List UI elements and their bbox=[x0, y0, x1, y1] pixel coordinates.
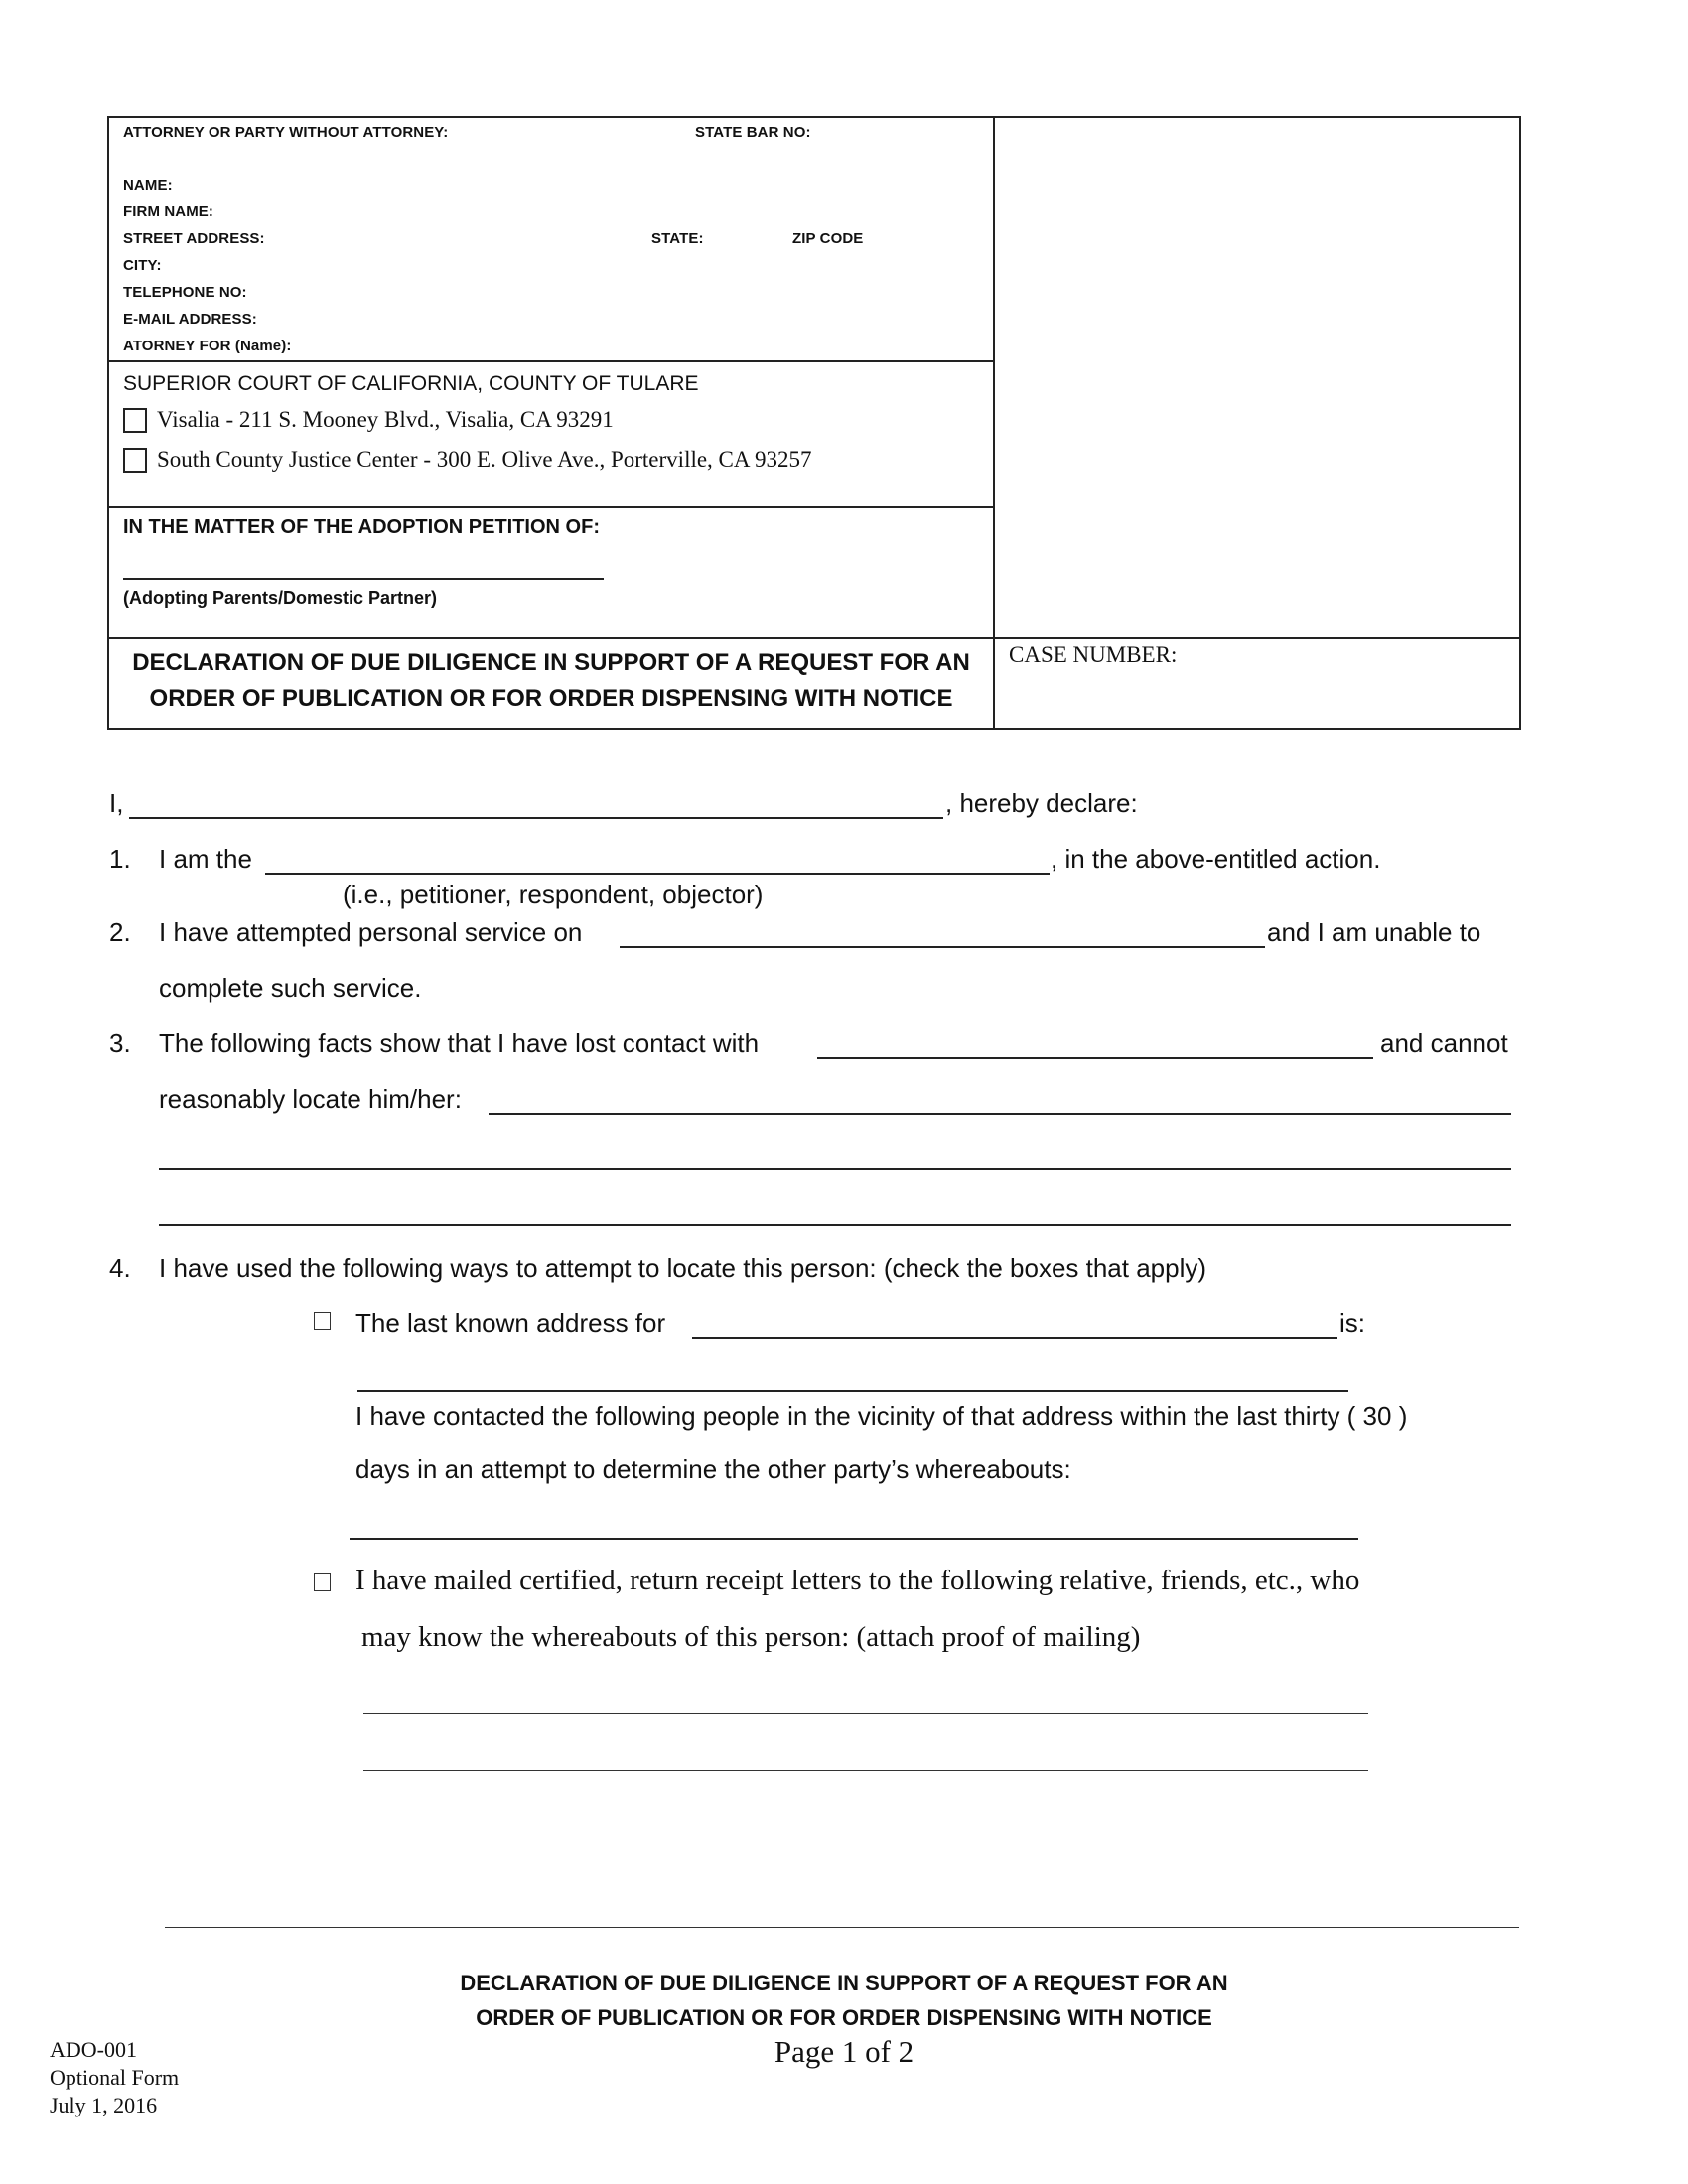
footer-title-line2: ORDER OF PUBLICATION OR FOR ORDER DISPENSING WITH NOTICE bbox=[476, 2005, 1212, 2030]
item3-continuation: reasonably locate him/her: bbox=[159, 1084, 462, 1114]
item1-number: 1. bbox=[109, 844, 131, 874]
zip-code-label: ZIP CODE bbox=[792, 230, 864, 247]
last-known-address-line[interactable] bbox=[357, 1390, 1348, 1392]
option-b-line2: may know the whereabouts of this person: (attach proof of mailing) bbox=[361, 1621, 1141, 1653]
item2-continuation: complete such service. bbox=[159, 973, 422, 1003]
option-b-line1: I have mailed certified, return receipt letters to the following relative, friends, etc., who bbox=[355, 1565, 1360, 1596]
option-a-prefix: The last known address for bbox=[355, 1308, 666, 1338]
facts-line-2[interactable] bbox=[159, 1168, 1511, 1170]
option-a-contacted-line2: days in an attempt to determine the other party’s whereabouts: bbox=[355, 1454, 1071, 1484]
option-a-contacted-line1: I have contacted the following people in the vicinity of that address within the last thirty ( 30 ) bbox=[355, 1401, 1408, 1431]
city-label: CITY: bbox=[123, 257, 162, 274]
item1-prefix: I am the bbox=[159, 844, 252, 874]
lost-contact-person-line[interactable] bbox=[817, 1057, 1373, 1059]
attorney-for-label: ATORNEY FOR (Name): bbox=[123, 338, 292, 354]
form-title-line1: DECLARATION OF DUE DILIGENCE IN SUPPORT OF A REQUEST FOR AN bbox=[132, 649, 970, 676]
form-title-line2: ORDER OF PUBLICATION OR FOR ORDER DISPENSING WITH NOTICE bbox=[149, 685, 953, 712]
recipients-line-2[interactable] bbox=[363, 1770, 1368, 1771]
item1-suffix: , in the above-entitled action. bbox=[1051, 844, 1381, 874]
intro-prefix: I, bbox=[109, 788, 124, 818]
service-person-line[interactable] bbox=[620, 946, 1265, 948]
court-use-box bbox=[993, 116, 1521, 639]
address-person-line[interactable] bbox=[692, 1337, 1337, 1339]
page-number: Page 1 of 2 bbox=[774, 2034, 914, 2069]
item2-number: 2. bbox=[109, 917, 131, 947]
item1-hint: (i.e., petitioner, respondent, objector) bbox=[343, 880, 764, 909]
court-box bbox=[107, 360, 995, 508]
form-date: July 1, 2016 bbox=[50, 2093, 158, 2117]
porterville-checkbox[interactable] bbox=[123, 448, 147, 473]
option-a-suffix: is: bbox=[1339, 1308, 1365, 1338]
facts-line-3[interactable] bbox=[159, 1224, 1511, 1226]
form-type: Optional Form bbox=[50, 2065, 180, 2090]
item4-number: 4. bbox=[109, 1253, 131, 1283]
attorney-info-box bbox=[107, 116, 995, 362]
matter-box bbox=[107, 506, 995, 639]
court-option-porterville[interactable] bbox=[123, 447, 812, 473]
state-bar-no-label: STATE BAR NO: bbox=[695, 124, 811, 141]
footer-title-line1: DECLARATION OF DUE DILIGENCE IN SUPPORT OF A REQUEST FOR AN bbox=[460, 1971, 1228, 1995]
item3-suffix: and cannot bbox=[1380, 1028, 1508, 1058]
court-option-visalia[interactable] bbox=[123, 407, 614, 433]
item2-prefix: I have attempted personal service on bbox=[159, 917, 583, 947]
telephone-no-label: TELEPHONE NO: bbox=[123, 284, 247, 301]
firm-name-label: FIRM NAME: bbox=[123, 204, 213, 220]
form-title-box bbox=[107, 637, 995, 730]
attorney-or-party-label: ATTORNEY OR PARTY WITHOUT ATTORNEY: bbox=[123, 124, 449, 141]
party-role-line[interactable] bbox=[265, 873, 1050, 875]
adopting-parents-input-line[interactable] bbox=[123, 578, 604, 580]
court-heading: SUPERIOR COURT OF CALIFORNIA, COUNTY OF TULARE bbox=[123, 372, 699, 395]
email-address-label: E-MAIL ADDRESS: bbox=[123, 311, 257, 328]
court-option-label: South County Justice Center - 300 E. Olive Ave., Porterville, CA 93257 bbox=[157, 447, 812, 472]
court-option-label: Visalia - 211 S. Mooney Blvd., Visalia, CA 93291 bbox=[157, 407, 614, 432]
certified-mail-checkbox[interactable] bbox=[314, 1573, 331, 1591]
form-id: ADO-001 bbox=[50, 2037, 137, 2062]
declarant-name-line[interactable] bbox=[129, 817, 943, 819]
name-label: NAME: bbox=[123, 177, 173, 194]
last-known-address-checkbox[interactable] bbox=[314, 1312, 331, 1330]
form-title bbox=[109, 645, 993, 717]
item3-number: 3. bbox=[109, 1028, 131, 1058]
case-number-box[interactable] bbox=[993, 637, 1521, 730]
facts-line-1[interactable] bbox=[489, 1113, 1511, 1115]
matter-sublabel: (Adopting Parents/Domestic Partner) bbox=[123, 588, 438, 608]
footer-divider bbox=[165, 1927, 1519, 1928]
contacted-people-line[interactable] bbox=[350, 1538, 1358, 1540]
visalia-checkbox[interactable] bbox=[123, 408, 147, 433]
matter-heading: IN THE MATTER OF THE ADOPTION PETITION OF: bbox=[123, 516, 600, 538]
state-label: STATE: bbox=[651, 230, 704, 247]
case-number-label: CASE NUMBER: bbox=[1009, 642, 1178, 667]
street-address-label: STREET ADDRESS: bbox=[123, 230, 265, 247]
item3-prefix: The following facts show that I have lost contact with bbox=[159, 1028, 760, 1058]
intro-suffix: , hereby declare: bbox=[945, 788, 1138, 818]
item4-text: I have used the following ways to attempt to locate this person: (check the boxes that apply) bbox=[159, 1253, 1207, 1283]
item2-suffix: and I am unable to bbox=[1267, 917, 1481, 947]
recipients-line-1[interactable] bbox=[363, 1713, 1368, 1714]
